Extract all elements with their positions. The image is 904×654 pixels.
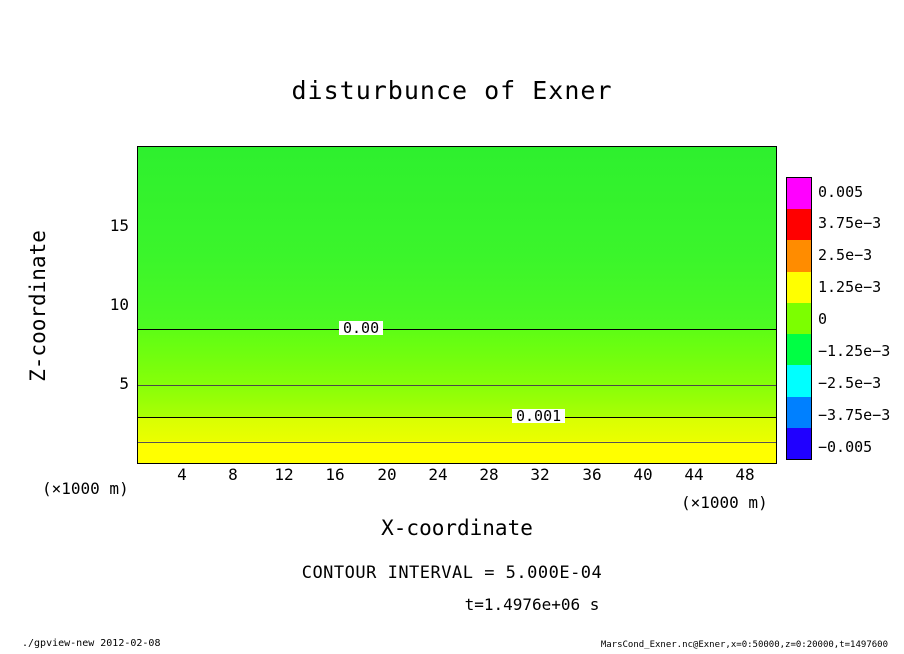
colorbar-label-0: 0.005 bbox=[818, 183, 864, 201]
footer-left-note: ./gpview-new 2012-02-08 bbox=[22, 638, 161, 649]
contour-line-0.001 bbox=[138, 417, 776, 418]
colorbar-labels bbox=[818, 170, 902, 470]
x-tick-36: 36 bbox=[582, 465, 602, 484]
colorbar-swatch-magenta bbox=[787, 178, 811, 209]
colorbar bbox=[786, 177, 812, 460]
contour-line-0.00 bbox=[138, 329, 776, 330]
x-tick-24: 24 bbox=[428, 465, 448, 484]
colorbar-label-7: −3.75e−3 bbox=[818, 406, 891, 424]
colorbar-label-4: 0 bbox=[818, 310, 828, 328]
contour-label-0: 0.00 bbox=[339, 321, 383, 335]
fill-band-1 bbox=[138, 329, 776, 417]
x-tick-8: 8 bbox=[228, 465, 238, 484]
colorbar-label-6: −2.5e−3 bbox=[818, 374, 882, 392]
colorbar-swatch-cyan bbox=[787, 365, 811, 396]
colorbar-swatch-orange bbox=[787, 240, 811, 271]
x-tick-20: 20 bbox=[377, 465, 397, 484]
x-axis-ticks bbox=[137, 466, 777, 486]
x-tick-16: 16 bbox=[325, 465, 345, 484]
x-tick-44: 44 bbox=[684, 465, 704, 484]
contour-interval-note: CONTOUR INTERVAL = 5.000E-04 bbox=[301, 563, 603, 583]
contour-label-1: 0.001 bbox=[512, 409, 565, 423]
x-axis-label: X-coordinate bbox=[381, 516, 533, 540]
colorbar-swatch-red bbox=[787, 209, 811, 240]
x-tick-28: 28 bbox=[479, 465, 499, 484]
colorbar-swatch-green bbox=[787, 334, 811, 365]
colorbar-label-3: 1.25e−3 bbox=[818, 278, 882, 296]
chart-title: disturbunce of Exner bbox=[291, 76, 613, 105]
contour-plot-area bbox=[137, 146, 777, 464]
x-tick-12: 12 bbox=[274, 465, 294, 484]
y-axis-ticks bbox=[95, 146, 129, 464]
x-tick-48: 48 bbox=[735, 465, 755, 484]
colorbar-swatch-green-hi bbox=[787, 303, 811, 334]
contour-line-0.0015 bbox=[138, 442, 776, 443]
colorbar-label-8: −0.005 bbox=[818, 438, 873, 456]
y-tick-15: 15 bbox=[109, 216, 129, 235]
x-tick-32: 32 bbox=[530, 465, 550, 484]
colorbar-label-2: 2.5e−3 bbox=[818, 246, 873, 264]
fill-band-0 bbox=[138, 147, 776, 329]
y-tick-5: 5 bbox=[119, 374, 129, 393]
x-axis-unit-right: (×1000 m) bbox=[681, 493, 768, 512]
x-axis-unit-left: (×1000 m) bbox=[42, 479, 129, 498]
colorbar-label-1: 3.75e−3 bbox=[818, 214, 882, 232]
colorbar-swatch-blue bbox=[787, 428, 811, 459]
time-annotation: t=1.4976e+06 s bbox=[464, 595, 600, 614]
colorbar-swatch-yellow bbox=[787, 272, 811, 303]
x-tick-4: 4 bbox=[177, 465, 187, 484]
fill-band-3 bbox=[138, 441, 776, 464]
fill-band-2 bbox=[138, 417, 776, 441]
y-axis-label: Z-coordinate bbox=[26, 230, 50, 382]
y-tick-10: 10 bbox=[109, 295, 129, 314]
footer-right-note: MarsCond_Exner.nc@Exner,x=0:50000,z=0:20000,t=1497600 bbox=[600, 640, 888, 650]
colorbar-swatch-blue-light bbox=[787, 397, 811, 428]
colorbar-label-5: −1.25e−3 bbox=[818, 342, 891, 360]
contour-line-0.0005 bbox=[138, 385, 776, 386]
x-tick-40: 40 bbox=[633, 465, 653, 484]
